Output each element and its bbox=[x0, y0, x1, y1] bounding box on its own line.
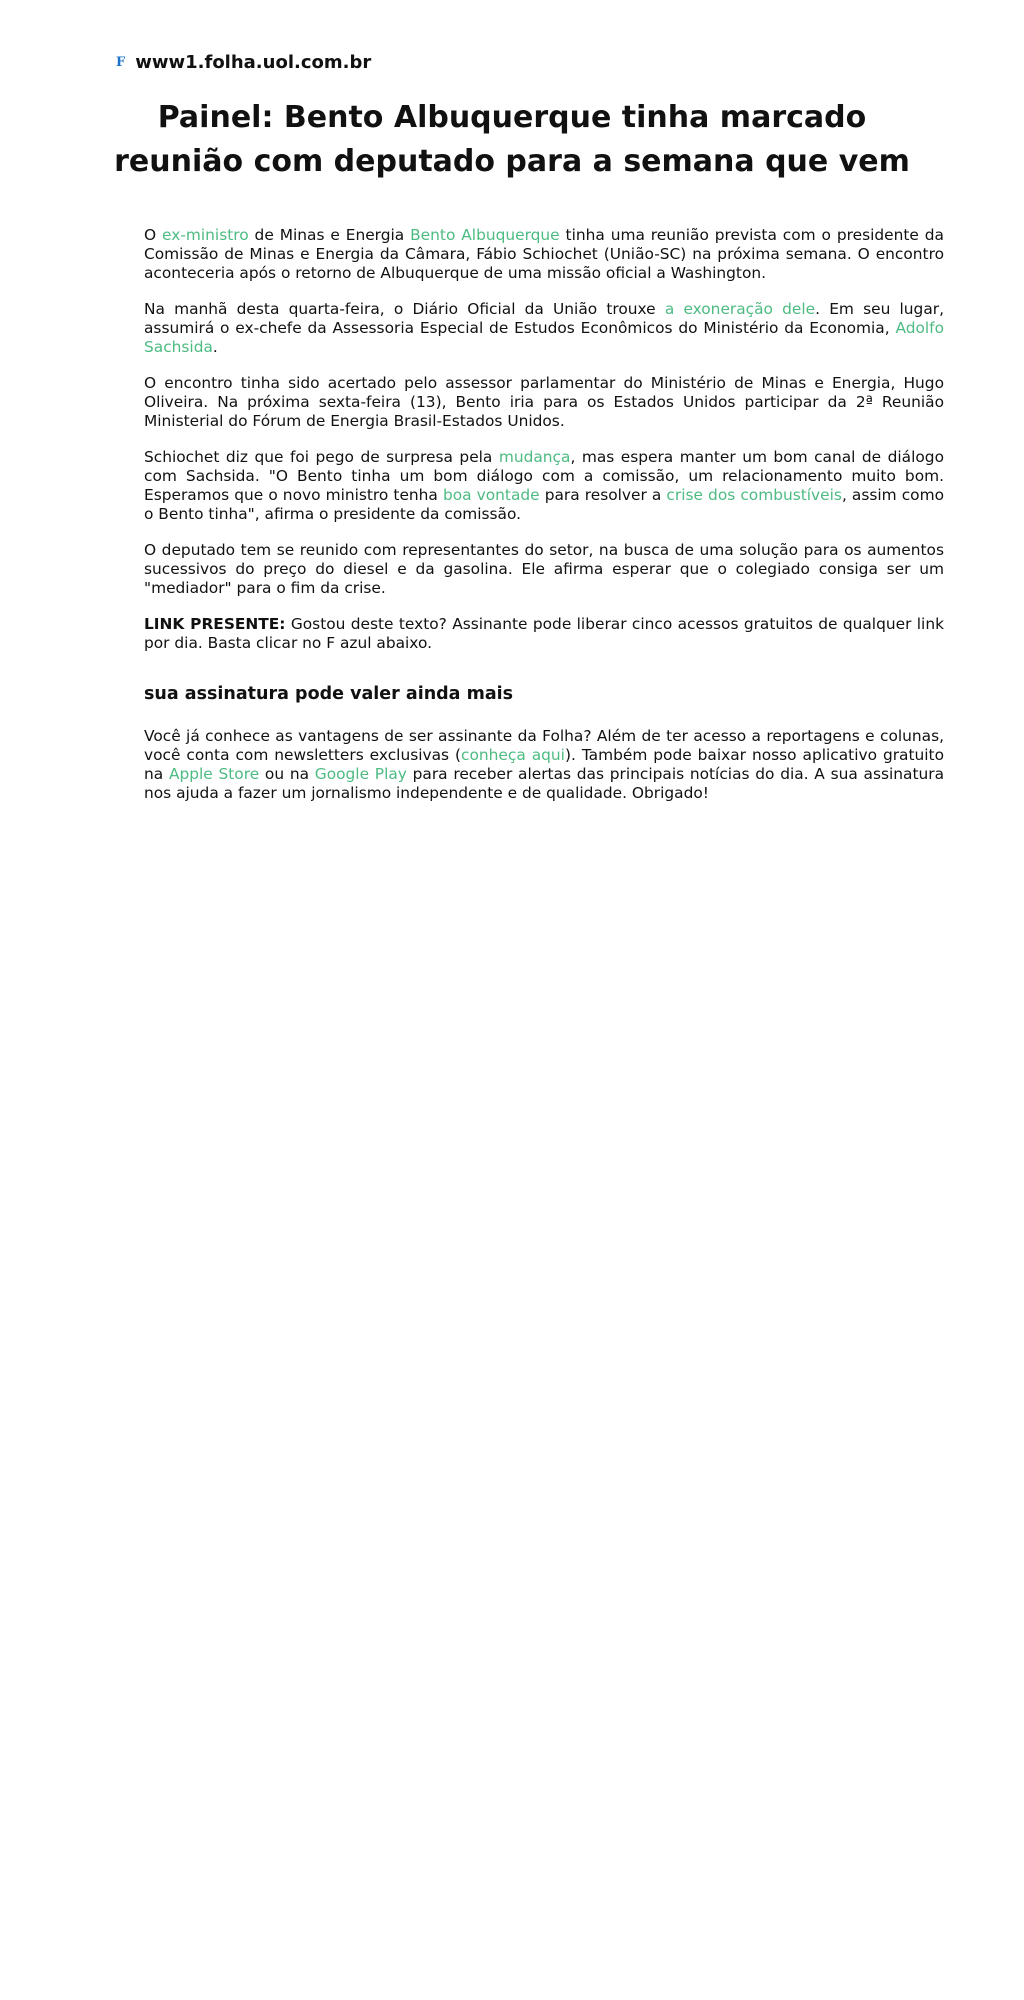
paragraph-text: , mas espera manter um bom canal de diálogo com Sachsida. "O Bento tinha um bom diálogo com a comissão, um relacionamento muito bom. Esperamos que o novo ministro tenha bbox=[144, 448, 944, 504]
link-mudanca[interactable]: mudança bbox=[498, 448, 571, 466]
paragraph-text: tinha uma reunião prevista com o presidente da Comissão de Minas e Energia da Câmara, Fábio Schiochet (União-SC) na próxima semana. O encontro aconteceria após o retorno de Albuquerque de uma missão oficial a Washington. bbox=[144, 226, 944, 282]
article-paragraph bbox=[144, 300, 944, 357]
link-bento-albuquerque[interactable]: Bento Albuquerque bbox=[410, 226, 560, 244]
article-body bbox=[144, 226, 944, 820]
article-paragraph bbox=[144, 541, 944, 598]
paragraph-text: O bbox=[144, 226, 163, 244]
article-paragraph bbox=[144, 226, 944, 283]
paragraph-text: ). Também pode baixar nosso aplicativo gratuito na bbox=[144, 746, 944, 783]
link-ex-ministro[interactable]: ex-ministro bbox=[162, 226, 249, 244]
paragraph-text: Na manhã desta quarta-feira, o Diário Oficial da União trouxe bbox=[144, 300, 665, 318]
site-domain: www1.folha.uol.com.br bbox=[135, 52, 372, 73]
link-presente-paragraph bbox=[144, 615, 944, 653]
paragraph-text: Gostou deste texto? Assinante pode liberar cinco acessos gratuitos de qualquer link por dia. Basta clicar no F azul abaixo. bbox=[144, 615, 944, 652]
paragraph-text: para receber alertas das principais notícias do dia. A sua assinatura nos ajuda a fazer um jornalismo independente e de qualidade. Obrigado! bbox=[144, 765, 945, 802]
paragraph-text: ou na bbox=[259, 765, 315, 783]
link-crise-combustiveis[interactable]: crise dos combustíveis bbox=[666, 486, 842, 504]
link-apple-store[interactable]: Apple Store bbox=[168, 765, 260, 783]
paragraph-text: . Em seu lugar, assumirá o ex-chefe da Assessoria Especial de Estudos Econômicos do Ministério da Economia, bbox=[144, 300, 944, 337]
site-header bbox=[116, 52, 371, 73]
article-paragraph bbox=[144, 448, 944, 524]
subscription-paragraph bbox=[144, 727, 944, 803]
paragraph-text: de Minas e Energia bbox=[248, 226, 411, 244]
link-presente-label: LINK PRESENTE: bbox=[144, 615, 286, 633]
paragraph-text: Você já conhece as vantagens de ser assinante da Folha? Além de ter acesso a reportagens e colunas, você conta com newsletters exclusivas ( bbox=[144, 727, 944, 764]
subscription-heading: sua assinatura pode valer ainda mais bbox=[144, 684, 514, 704]
link-adolfo-sachsida[interactable]: Adolfo Sachsida bbox=[144, 319, 944, 356]
paragraph-text: . bbox=[212, 338, 218, 356]
article-title: Painel: Bento Albuquerque tinha marcado reunião com deputado para a semana que vem bbox=[114, 100, 910, 179]
link-boa-vontade[interactable]: boa vontade bbox=[442, 486, 540, 504]
folha-favicon-icon: F bbox=[116, 55, 126, 70]
article-paragraph bbox=[144, 374, 944, 431]
paragraph-text: Schiochet diz que foi pego de surpresa pela bbox=[144, 448, 499, 466]
paragraph-text: O encontro tinha sido acertado pelo assessor parlamentar do Ministério de Minas e Energia, Hugo Oliveira. Na próxima sexta-feira (13), Bento iria para os Estados Unidos participar da 2ª Reunião Ministerial do Fórum de Energia Brasil-Estados Unidos. bbox=[144, 374, 944, 430]
paragraph-text: para resolver a bbox=[539, 486, 667, 504]
link-exoneracao[interactable]: a exoneração dele bbox=[664, 300, 816, 318]
link-google-play[interactable]: Google Play bbox=[314, 765, 407, 783]
paragraph-text: O deputado tem se reunido com representantes do setor, na busca de uma solução para os aumentos sucessivos do preço do diesel e da gasolina. Ele afirma esperar que o colegiado consiga ser um "mediador" para o fim da crise. bbox=[144, 541, 944, 597]
paragraph-text: , assim como o Bento tinha", afirma o presidente da comissão. bbox=[144, 486, 945, 523]
link-conheca-aqui[interactable]: conheça aqui bbox=[461, 746, 565, 764]
